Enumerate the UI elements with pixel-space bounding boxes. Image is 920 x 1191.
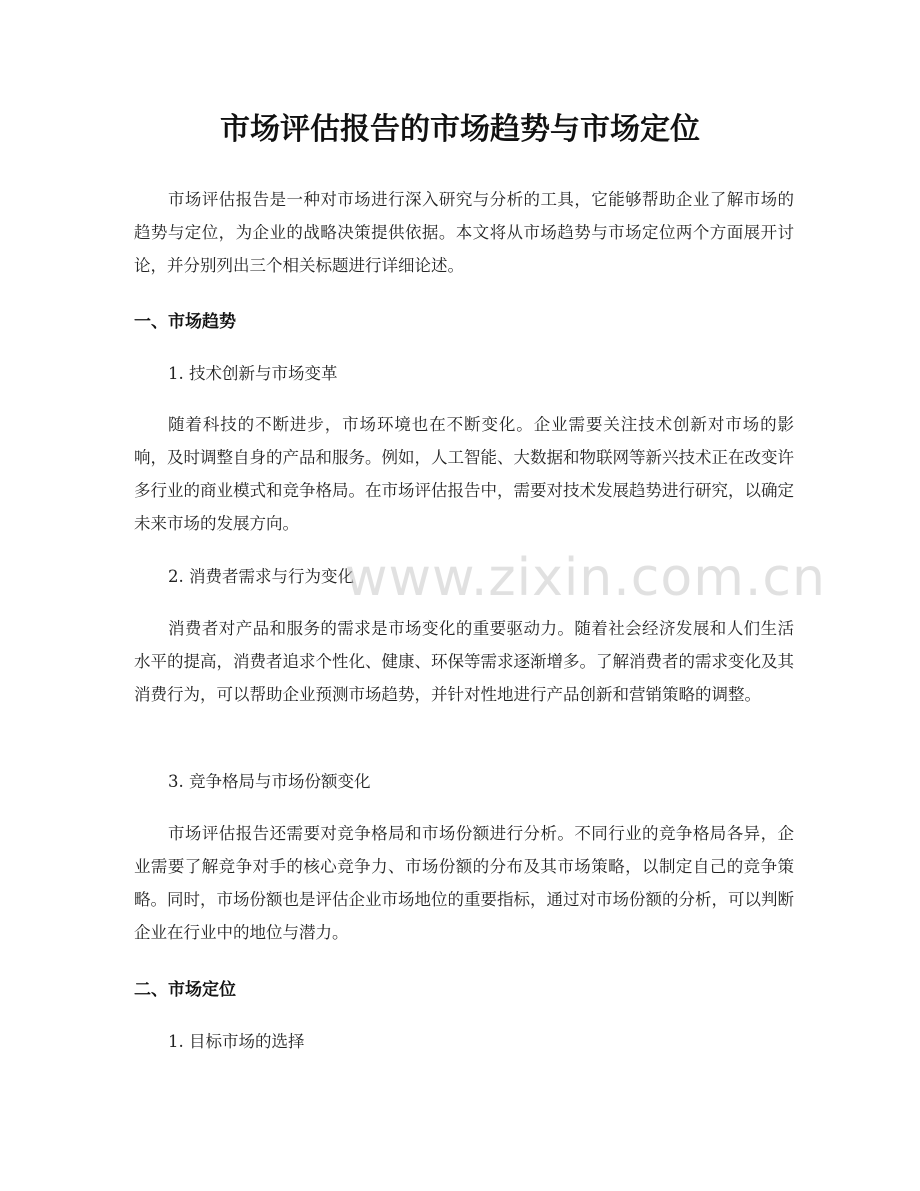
subheading-consumer-demand: 2. 消费者需求与行为变化	[168, 567, 354, 586]
intro-paragraph: 市场评估报告是一种对市场进行深入研究与分析的工具，它能够帮助企业了解市场的趋势与定位，为企业的战略决策提供依据。本文将从市场趋势与市场定位两个方面展开讨论，并分别列出三个相关标题进行详细论述。	[134, 190, 794, 275]
document-title: 市场评估报告的市场趋势与市场定位	[220, 112, 700, 147]
subheading-competition: 3. 竞争格局与市场份额变化	[168, 772, 371, 791]
section-heading-market-positioning: 二、市场定位	[134, 980, 236, 1000]
subheading-target-market: 1. 目标市场的选择	[168, 1032, 305, 1051]
section-heading-market-trend: 一、市场趋势	[134, 312, 236, 332]
watermark-text: www.zixin.com.cn	[345, 548, 826, 608]
paragraph-consumer-demand: 消费者对产品和服务的需求是市场变化的重要驱动力。随着社会经济发展和人们生活水平的提高，消费者追求个性化、健康、环保等需求逐渐增多。了解消费者的需求变化及其消费行为，可以帮助企业预测市场趋势，并针对性地进行产品创新和营销策略的调整。	[134, 619, 794, 704]
subheading-tech-innovation: 1. 技术创新与市场变革	[168, 364, 338, 383]
paragraph-tech-innovation: 随着科技的不断进步，市场环境也在不断变化。企业需要关注技术创新对市场的影响，及时调整自身的产品和服务。例如，人工智能、大数据和物联网等新兴技术正在改变许多行业的商业模式和竞争格局。在市场评估报告中，需要对技术发展趋势进行研究，以确定未来市场的发展方向。	[134, 415, 794, 533]
paragraph-competition: 市场评估报告还需要对竞争格局和市场份额进行分析。不同行业的竞争格局各异，企业需要了解竞争对手的核心竞争力、市场份额的分布及其市场策略，以制定自己的竞争策略。同时，市场份额也是评估企业市场地位的重要指标，通过对市场份额的分析，可以判断企业在行业中的地位与潜力。	[134, 824, 794, 942]
